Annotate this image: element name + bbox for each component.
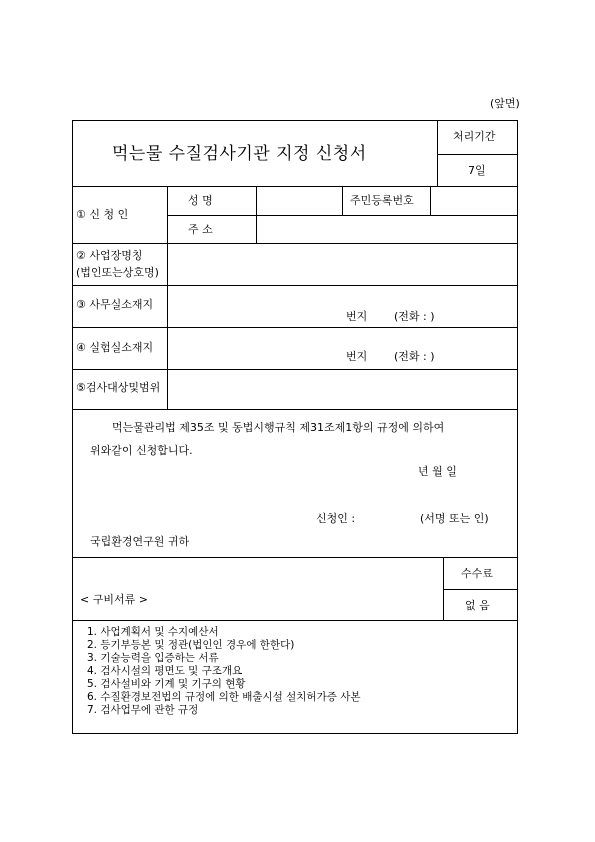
rule <box>72 557 518 558</box>
required-document-item: 3. 기술능력을 입증하는 서류 <box>87 652 219 664</box>
rule <box>72 409 518 410</box>
address-label: 주 소 <box>188 223 213 236</box>
page-side-label: (앞면) <box>490 97 520 110</box>
lab-location-field[interactable] <box>169 329 339 367</box>
fee-value: 없 음 <box>465 599 490 612</box>
rule <box>443 557 444 620</box>
business-name-label: ② 사업장명칭 <box>76 249 143 262</box>
resident-number-label: 주민등록번호 <box>350 194 414 207</box>
lab-phone: (전화 : ) <box>394 350 435 363</box>
office-phone: (전화 : ) <box>394 310 435 323</box>
declaration-text-line2: 위와같이 신청합니다. <box>90 444 193 457</box>
office-location-label: ③ 사무실소재지 <box>76 298 154 311</box>
rule <box>167 215 518 216</box>
required-document-item: 4. 검사시설의 평면도 및 구조개요 <box>87 665 243 677</box>
declaration-text-line1: 먹는물관리법 제35조 및 동법시행규칙 제31조제1항의 규정에 의하여 <box>112 421 445 434</box>
rule <box>72 369 518 370</box>
application-date: 년 월 일 <box>418 465 457 478</box>
signature-note: (서명 또는 인) <box>420 512 489 525</box>
resident-number-field[interactable] <box>432 188 516 213</box>
inspection-scope-label: ⑤검사대상및범위 <box>76 381 161 394</box>
name-label: 성 명 <box>188 194 213 207</box>
applicant-section-label: ① 신 청 인 <box>76 208 129 221</box>
office-location-field[interactable] <box>169 287 339 325</box>
address-field[interactable] <box>258 217 516 241</box>
rule <box>342 186 343 215</box>
rule <box>72 243 518 244</box>
required-document-item: 1. 사업계획서 및 수지예산서 <box>87 626 219 638</box>
form-title: 먹는물 수질검사기관 지정 신청서 <box>112 144 367 164</box>
required-documents-heading: < 구비서류 > <box>80 593 148 606</box>
lab-address-suffix: 번지 <box>346 350 368 363</box>
inspection-scope-field[interactable] <box>169 371 516 407</box>
name-field[interactable] <box>258 188 340 213</box>
recipient: 국립환경연구원 귀하 <box>90 535 190 548</box>
rule <box>72 620 518 621</box>
processing-period-value: 7일 <box>468 164 486 177</box>
applicant-signature-field[interactable] <box>372 508 416 526</box>
rule <box>72 186 518 187</box>
processing-period-label: 처리기간 <box>453 130 496 143</box>
business-name-sublabel: (법인또는상호명) <box>76 266 159 279</box>
rule <box>167 186 168 409</box>
rule <box>437 120 438 186</box>
required-documents-list <box>87 626 360 717</box>
required-document-item: 7. 검사업무에 관한 규정 <box>87 704 199 716</box>
applicant-signature-label: 신청인 : <box>316 512 356 525</box>
lab-location-label: ④ 실험실소재지 <box>76 341 154 354</box>
rule <box>437 154 518 155</box>
rule <box>72 327 518 328</box>
required-document-item: 2. 등기부등본 및 정관(법인인 경우에 한한다) <box>87 639 295 651</box>
rule <box>443 589 518 590</box>
fee-label: 수수료 <box>461 567 493 580</box>
required-document-item: 5. 검사설비와 기계 및 기구의 현황 <box>87 678 246 690</box>
rule <box>430 186 431 215</box>
office-address-suffix: 번지 <box>346 310 368 323</box>
rule <box>72 285 518 286</box>
rule <box>256 186 257 243</box>
business-name-field[interactable] <box>169 245 516 283</box>
required-document-item: 6. 수질환경보전법의 규정에 의한 배출시설 설치허가증 사본 <box>87 691 361 703</box>
